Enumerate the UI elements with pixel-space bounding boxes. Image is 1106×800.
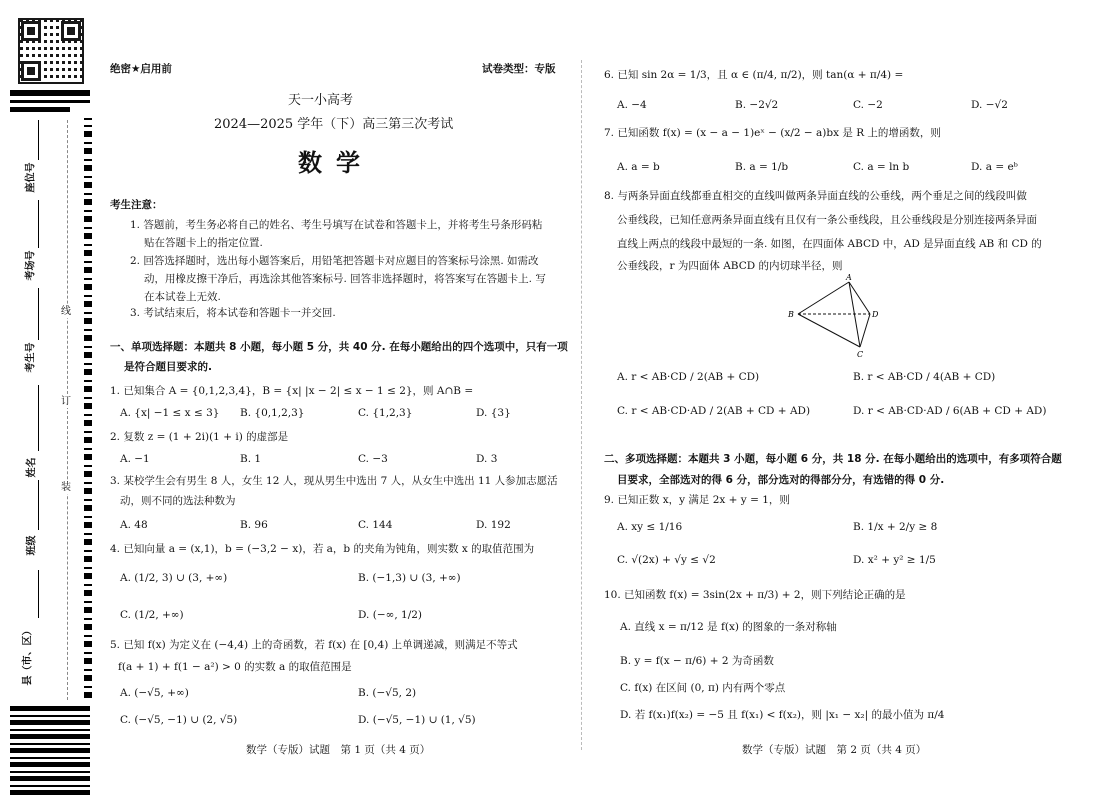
q3-option-a: A. 48 — [120, 519, 148, 531]
q8-stem-cont: 公垂线段，r 为四面体 ABCD 的内切球半径，则 — [617, 260, 843, 272]
name-label: 姓名 — [26, 457, 38, 478]
q5-stem-cont: f(a + 1) + f(1 − a²) > 0 的实数 a 的取值范围是 — [118, 661, 352, 673]
q7-option-a: A. a = b — [617, 161, 660, 173]
paper-type: 试卷类型：专版 — [482, 63, 556, 75]
q5-option-b: B. (−√5, 2) — [358, 687, 417, 699]
q7-option-c: C. a = ln b — [853, 161, 910, 173]
q8-option-a: A. r < AB·CD / 2(AB + CD) — [617, 371, 760, 383]
q7-option-d: D. a = eᵇ — [971, 161, 1018, 173]
q10-option-b: B. y = f(x − π/6) + 2 为奇函数 — [620, 655, 774, 667]
room-number-label: 考场号 — [25, 250, 37, 281]
q9-option-c: C. √(2x) + √y ≤ √2 — [617, 554, 716, 566]
county-label: 县（市、区） — [22, 625, 34, 686]
section1-heading: 一、单项选择题：本题共 8 小题，每小题 5 分，共 40 分. 在每小题给出的四个选项中，只有一项 — [110, 341, 568, 353]
q1-option-b: B. {0,1,2,3} — [240, 407, 305, 419]
notes-heading: 考生注意： — [110, 199, 163, 211]
vertex-label-d: D — [872, 310, 879, 319]
q2-option-a: A. −1 — [120, 453, 150, 465]
q8-option-d: D. r < AB·CD·AD / 6(AB + CD + AD) — [853, 405, 1047, 417]
q9-stem: 9. 已知正数 x，y 满足 2x + y = 1，则 — [604, 494, 790, 506]
q5-option-d: D. (−√5, −1) ∪ (1, √5) — [358, 714, 476, 726]
note-line: 动，用橡皮擦干净后，再选涂其他答案标号. 回答非选择题时，将答案写在答题卡上. 写 — [144, 273, 546, 285]
school-title: 天一小高考 — [288, 93, 354, 108]
cut-mark-bind: 装 — [61, 482, 71, 493]
note-line: 1. 答题前，考生务必将自己的姓名、考生号填写在试卷和答题卡上，并将考生号条形码粘 — [130, 219, 543, 231]
q3-option-d: D. 192 — [476, 519, 511, 531]
q2-option-c: C. −3 — [358, 453, 388, 465]
q6-option-d: D. −√2 — [971, 99, 1008, 111]
q7-option-b: B. a = 1/b — [735, 161, 789, 173]
q10-stem: 10. 已知函数 f(x) = 3sin(2x + π/3) + 2，则下列结论正确的是 — [604, 589, 906, 601]
q8-option-c: C. r < AB·CD·AD / 2(AB + CD + AD) — [617, 405, 811, 417]
q1-option-d: D. {3} — [476, 407, 511, 419]
note-line: 贴在答题卡上的指定位置. — [144, 237, 263, 249]
q4-option-d: D. (−∞, 1/2) — [358, 609, 423, 621]
note-line: 3. 考试结束后，将本试卷和答题卡一并交回. — [130, 307, 336, 319]
q6-stem: 6. 已知 sin 2α = 1/3，且 α ∈ (π/4, π/2)，则 tan(α + π/4) = — [604, 69, 904, 81]
footer-left: 数学（专版）试题 第 1 页（共 4 页） — [246, 744, 431, 756]
q2-option-b: B. 1 — [240, 453, 262, 465]
page-divider — [581, 60, 582, 750]
q10-option-d: D. 若 f(x₁)f(x₂) = −5 且 f(x₁) < f(x₂)，则 |x₁ − x₂| 的最小值为 π/4 — [620, 709, 945, 721]
vertex-label-a: A — [846, 273, 852, 282]
q3-stem-cont: 动，则不同的选法种数为 — [120, 495, 236, 507]
exam-title: 2024—2025 学年（下）高三第三次考试 — [214, 117, 454, 132]
q6-option-c: C. −2 — [853, 99, 883, 111]
qr-code — [18, 18, 84, 84]
note-line: 2. 回答选择题时，选出每小题答案后，用铅笔把答题卡对应题目的答案标号涂黑. 如需改 — [130, 255, 539, 267]
vertex-label-c: C — [857, 350, 864, 359]
q1-stem: 1. 已知集合 A = {0,1,2,3,4}，B = {x| |x − 2| ≤ x − 1 ≤ 2}，则 A∩B = — [110, 385, 474, 397]
tetrahedron-figure — [786, 272, 886, 362]
q9-option-b: B. 1/x + 2/y ≥ 8 — [853, 521, 938, 533]
note-line: 在本试卷上无效. — [144, 291, 221, 303]
cut-mark-line: 线 — [61, 306, 71, 317]
confidential-mark: 绝密★启用前 — [110, 63, 172, 75]
q4-option-b: B. (−1,3) ∪ (3, +∞) — [358, 572, 461, 584]
q1-option-a: A. {x| −1 ≤ x ≤ 3} — [120, 407, 220, 419]
q5-stem: 5. 已知 f(x) 为定义在 (−4,4) 上的奇函数，若 f(x) 在 [0,4) 上单调递减，则满足不等式 — [110, 639, 518, 651]
q3-option-b: B. 96 — [240, 519, 268, 531]
subject-title: 数学 — [298, 149, 374, 177]
q9-option-d: D. x² + y² ≥ 1/5 — [853, 554, 936, 566]
seat-number-label: 座位号 — [25, 162, 37, 193]
q2-stem: 2. 复数 z = (1 + 2i)(1 + i) 的虚部是 — [110, 431, 289, 443]
q5-option-c: C. (−√5, −1) ∪ (2, √5) — [120, 714, 238, 726]
q3-option-c: C. 144 — [358, 519, 393, 531]
cut-mark-staple: 订 — [61, 396, 71, 407]
q1-option-c: C. {1,2,3} — [358, 407, 413, 419]
q4-option-c: C. (1/2, +∞) — [120, 609, 184, 621]
q10-option-c: C. f(x) 在区间 (0, π) 内有两个零点 — [620, 682, 786, 694]
section2-heading: 二、多项选择题：本题共 3 小题，每小题 6 分，共 18 分. 在每小题给出的选项中，有多项符合题 — [604, 453, 1062, 465]
q5-option-a: A. (−√5, +∞) — [120, 687, 189, 699]
q10-option-a: A. 直线 x = π/12 是 f(x) 的图象的一条对称轴 — [620, 621, 837, 633]
student-number-label: 考生号 — [25, 342, 37, 373]
q6-option-a: A. −4 — [617, 99, 647, 111]
binding-strip — [0, 0, 92, 800]
q9-option-a: A. xy ≤ 1/16 — [617, 521, 683, 533]
q8-stem-cont: 直线上两点的线段中最短的一条. 如图，在四面体 ABCD 中，AD 是异面直线 AB 和 CD 的 — [617, 238, 1042, 250]
class-label: 班级 — [26, 535, 38, 556]
q8-option-b: B. r < AB·CD / 4(AB + CD) — [853, 371, 996, 383]
vertex-label-b: B — [788, 310, 794, 319]
q6-option-b: B. −2√2 — [735, 99, 779, 111]
q4-option-a: A. (1/2, 3) ∪ (3, +∞) — [120, 572, 228, 584]
footer-right: 数学（专版）试题 第 2 页（共 4 页） — [742, 744, 927, 756]
q4-stem: 4. 已知向量 a = (x,1)，b = (−3,2 − x)，若 a，b 的夹角为钝角，则实数 x 的取值范围为 — [110, 543, 535, 555]
q8-stem: 8. 与两条异面直线都垂直相交的直线叫做两条异面直线的公垂线，两个垂足之间的线段叫做 — [604, 190, 1027, 202]
section1-heading-cont: 是符合题目要求的. — [124, 361, 212, 373]
q2-option-d: D. 3 — [476, 453, 498, 465]
q3-stem: 3. 某校学生会有男生 8 人，女生 12 人，现从男生中选出 7 人，从女生中选出 11 人参加志愿活 — [110, 475, 558, 487]
q7-stem: 7. 已知函数 f(x) = (x − a − 1)eˣ − (x/2 − a)bx 是 R 上的增函数，则 — [604, 127, 941, 139]
q8-stem-cont: 公垂线段，已知任意两条异面直线有且仅有一条公垂线段，且公垂线段是分别连接两条异面 — [617, 214, 1037, 226]
section2-heading-cont: 目要求，全部选对的得 6 分，部分选对的得部分分，有选错的得 0 分. — [617, 474, 945, 486]
